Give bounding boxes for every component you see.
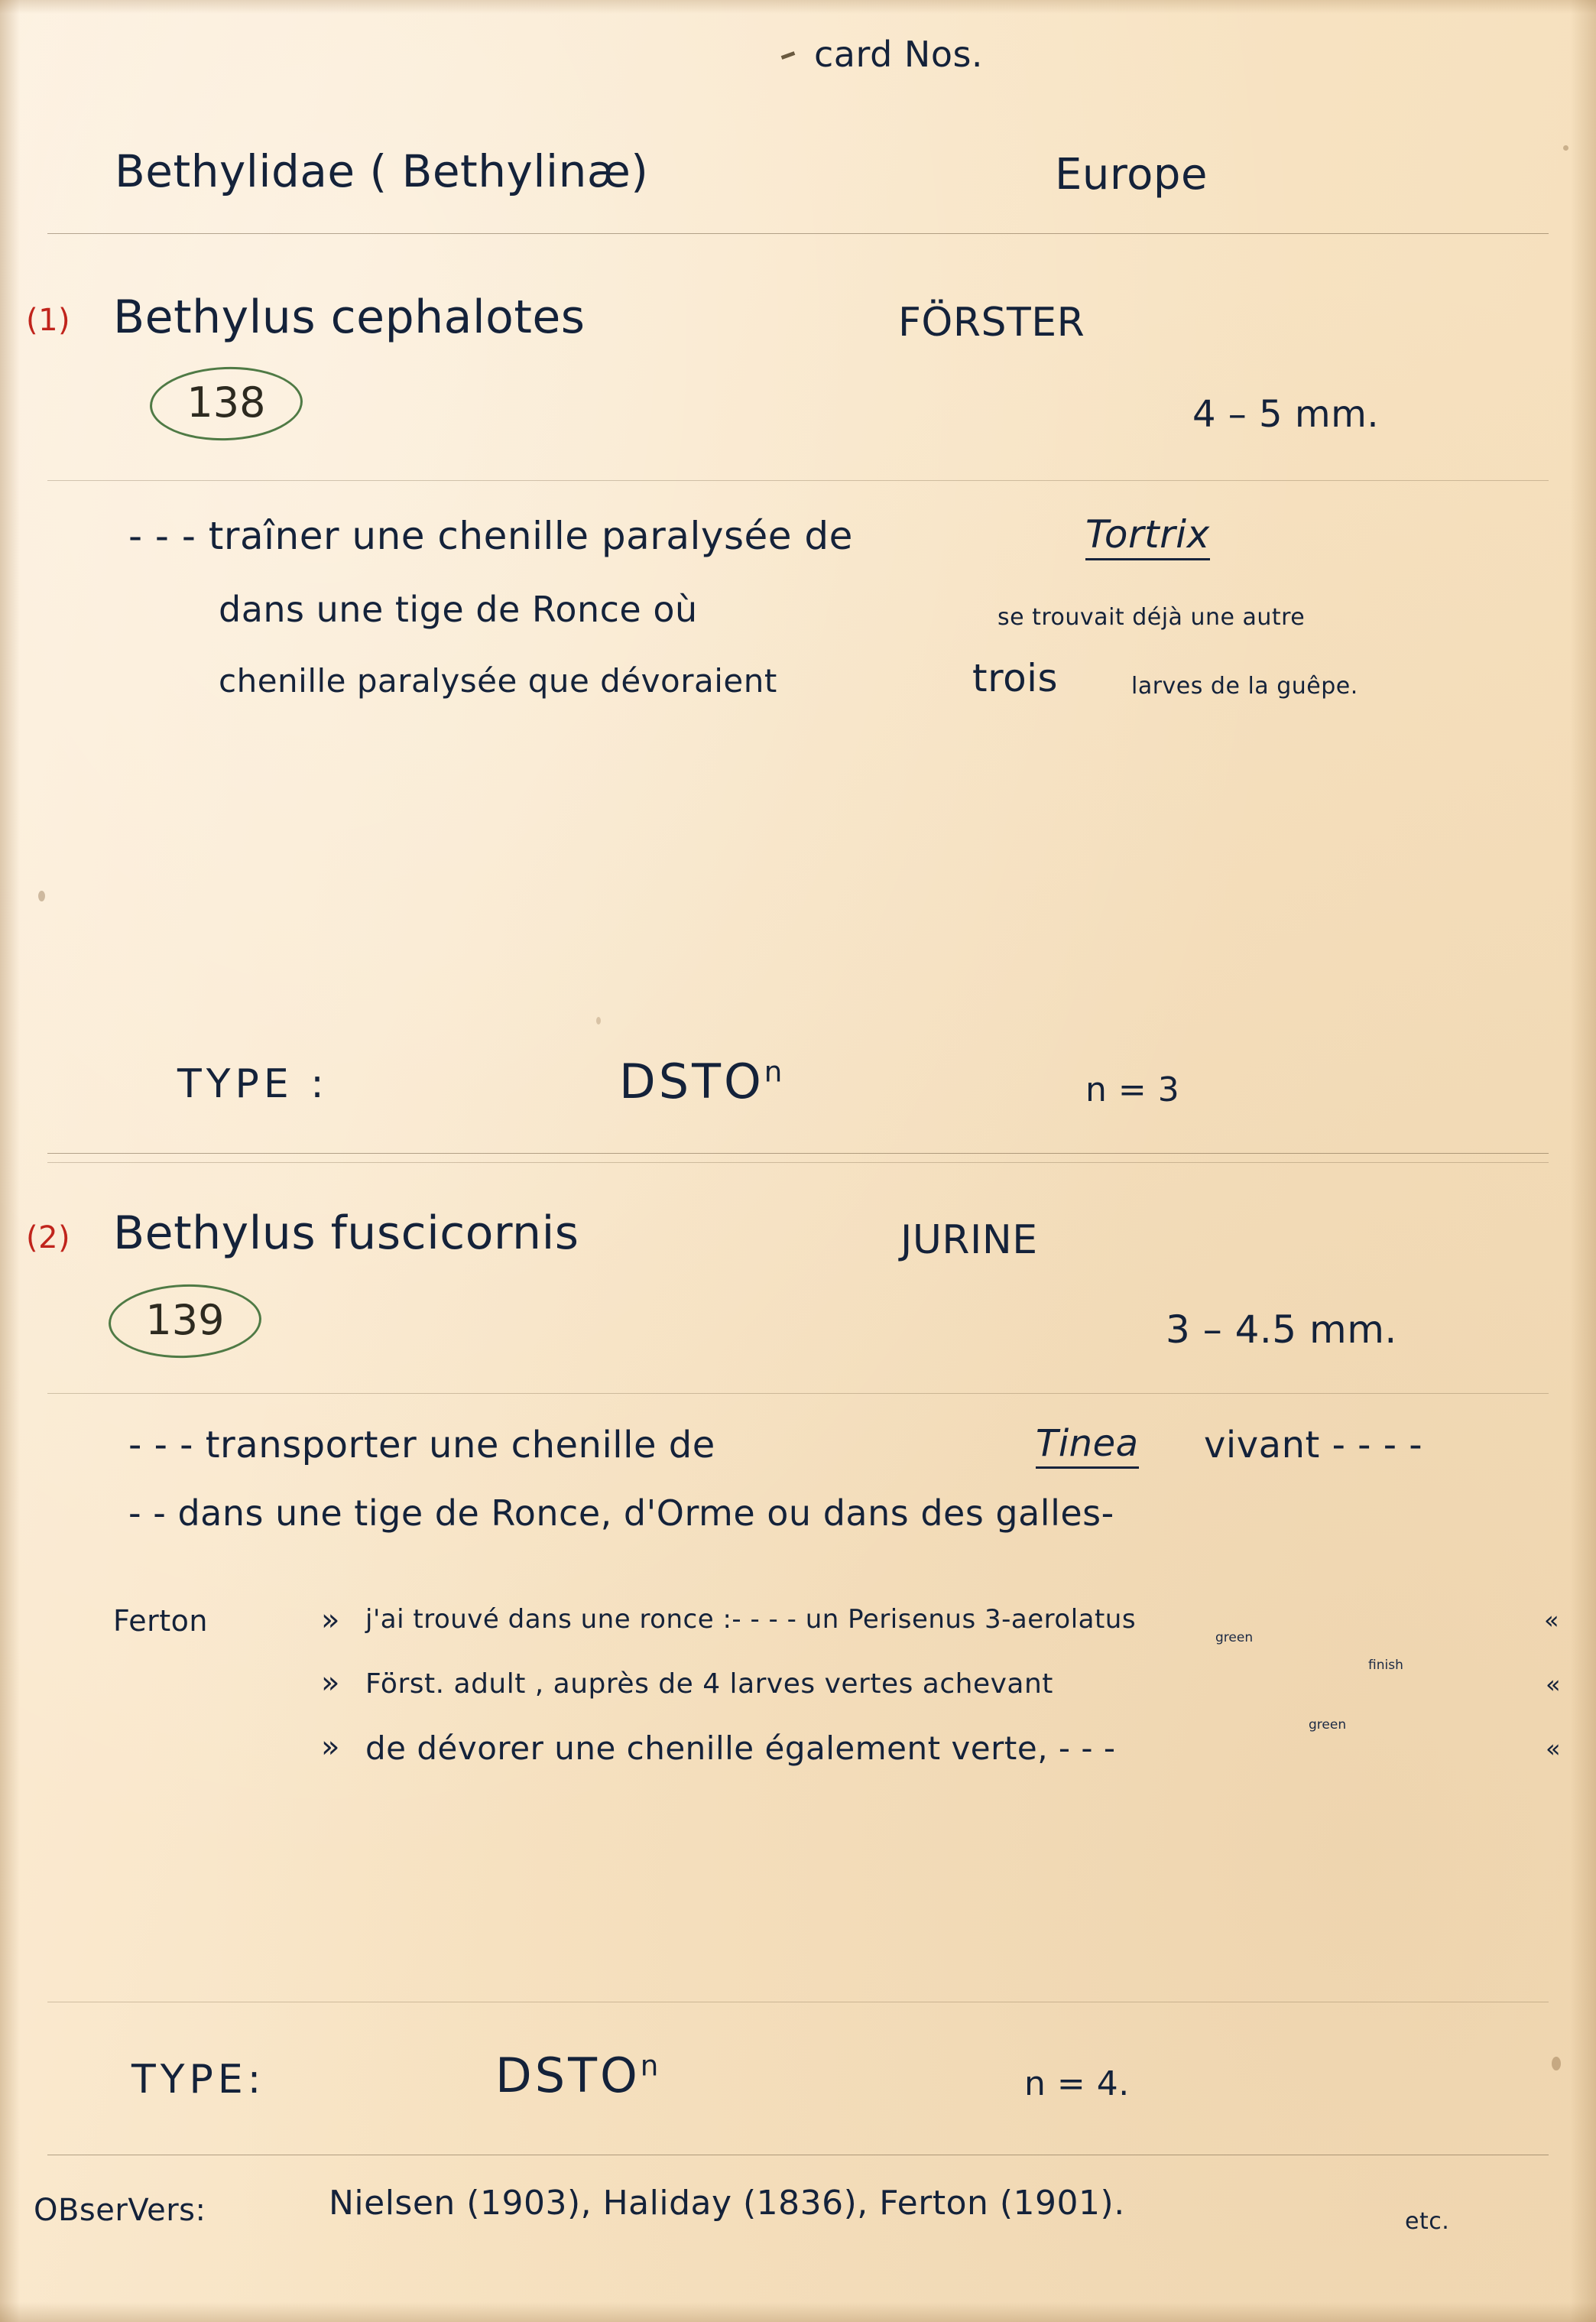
family-name: Bethylidae ( Bethylinæ)	[115, 145, 649, 197]
entry-2-index: (2)	[26, 1220, 71, 1255]
entry-1-author: FÖRSTER	[898, 300, 1085, 346]
rule-between-entries	[47, 1153, 1549, 1154]
entry-2-type-superscript: n	[640, 2048, 662, 2083]
entry-1-card-number: 138	[187, 378, 266, 427]
entry-2-card-number: 139	[145, 1296, 225, 1345]
paper-speck	[1563, 145, 1568, 151]
paper-edge-bottom	[0, 2302, 1596, 2322]
entry-1-note-line3-small: larves de la guêpe.	[1131, 673, 1358, 700]
rule-entry-1-a	[47, 480, 1549, 481]
rule-entry-2-a	[47, 1393, 1549, 1394]
entry-2-size: 3 – 4.5 mm.	[1166, 1307, 1397, 1352]
entry-1-note-line2-small: se trouvait déjà une autre	[998, 604, 1306, 631]
entry-2-species: Bethylus fuscicornis	[113, 1206, 579, 1260]
rule-between-entries-2	[47, 1162, 1549, 1163]
observers-etc: etc.	[1405, 2208, 1450, 2235]
entry-1-note-line2: dans une tige de Ronce où	[219, 589, 698, 630]
entry-1-type-value	[619, 1054, 785, 1109]
paper-edge-left	[0, 0, 20, 2322]
entry-2-card-number-circle	[107, 1282, 262, 1361]
observers-label: OBserVers:	[34, 2193, 206, 2228]
entry-1-index: (1)	[26, 303, 71, 338]
entry-2-note-line1-suffix: vivant - - - -	[1204, 1424, 1423, 1466]
paper-speck	[596, 1017, 601, 1025]
entry-1-note-line3-emphasis: trois	[972, 656, 1059, 700]
entry-2-interlinear-note-3: green	[1309, 1717, 1347, 1733]
entry-2-interlinear-note-2: finish	[1368, 1658, 1403, 1673]
paper-edge-right	[1570, 0, 1596, 2322]
entry-2-quote-mark: »	[321, 1603, 340, 1638]
entry-2-author: JURINE	[900, 1217, 1038, 1263]
paper-speck	[1552, 2057, 1561, 2070]
entry-1-species: Bethylus cephalotes	[113, 291, 586, 344]
entry-1-size: 4 – 5 mm.	[1192, 393, 1380, 436]
paper-speck	[38, 891, 45, 901]
entry-2-closing-mark: «	[1546, 1670, 1562, 1699]
card-nos-tick	[781, 51, 796, 60]
entry-1-type-superscript: n	[764, 1054, 786, 1089]
entry-2-quote-mark: »	[321, 1665, 340, 1700]
entry-2-closing-mark: «	[1546, 1734, 1562, 1763]
entry-2-quote-mark: »	[321, 1729, 340, 1765]
entry-2-type-value-text: DSTO	[495, 2048, 641, 2103]
entry-1-note-line3: chenille paralysée que dévoraient	[219, 662, 777, 700]
entry-1-type-label: TYPE :	[177, 1061, 329, 1107]
entry-1-type-value-text: DSTO	[619, 1054, 764, 1109]
entry-2-note-line2: - - dans une tige de Ronce, d'Orme ou dans des galles-	[128, 1492, 1114, 1534]
entry-1-n-label: n = 3	[1085, 1070, 1180, 1109]
region-name: Europe	[1055, 150, 1208, 200]
entry-1-card-number-circle	[148, 365, 303, 443]
rule-under-header	[47, 233, 1549, 234]
paper-edge-top	[0, 0, 1596, 14]
entry-1-note-line1-emphasis: Tortrix	[1085, 512, 1210, 560]
entry-2-note-line1-emphasis: Tinea	[1036, 1422, 1139, 1469]
card-nos-label: card Nos.	[814, 34, 984, 75]
observers-value: Nielsen (1903), Haliday (1836), Ferton (1901).	[329, 2184, 1125, 2223]
entry-2-quote-line-3: de dévorer une chenille également verte, - - -	[365, 1729, 1116, 1767]
entry-2-interlinear-note-1: green	[1215, 1630, 1254, 1645]
entry-2-n-label: n = 4.	[1024, 2064, 1130, 2103]
entry-2-quote-author: Ferton	[113, 1604, 209, 1638]
entry-1-note-line1: - - - traîner une chenille paralysée de	[128, 514, 853, 558]
entry-2-note-line1: - - - transporter une chenille de	[128, 1424, 715, 1466]
entry-2-quote-line-1: j'ai trouvé dans une ronce :- - - - un Perisenus 3-aerolatus	[365, 1604, 1137, 1635]
entry-2-type-value	[495, 2048, 661, 2103]
entry-2-type-label: TYPE:	[131, 2057, 266, 2103]
entry-2-quote-line-2: Först. adult , auprès de 4 larves vertes achevant	[365, 1668, 1053, 1700]
entry-2-closing-mark: «	[1544, 1606, 1560, 1635]
